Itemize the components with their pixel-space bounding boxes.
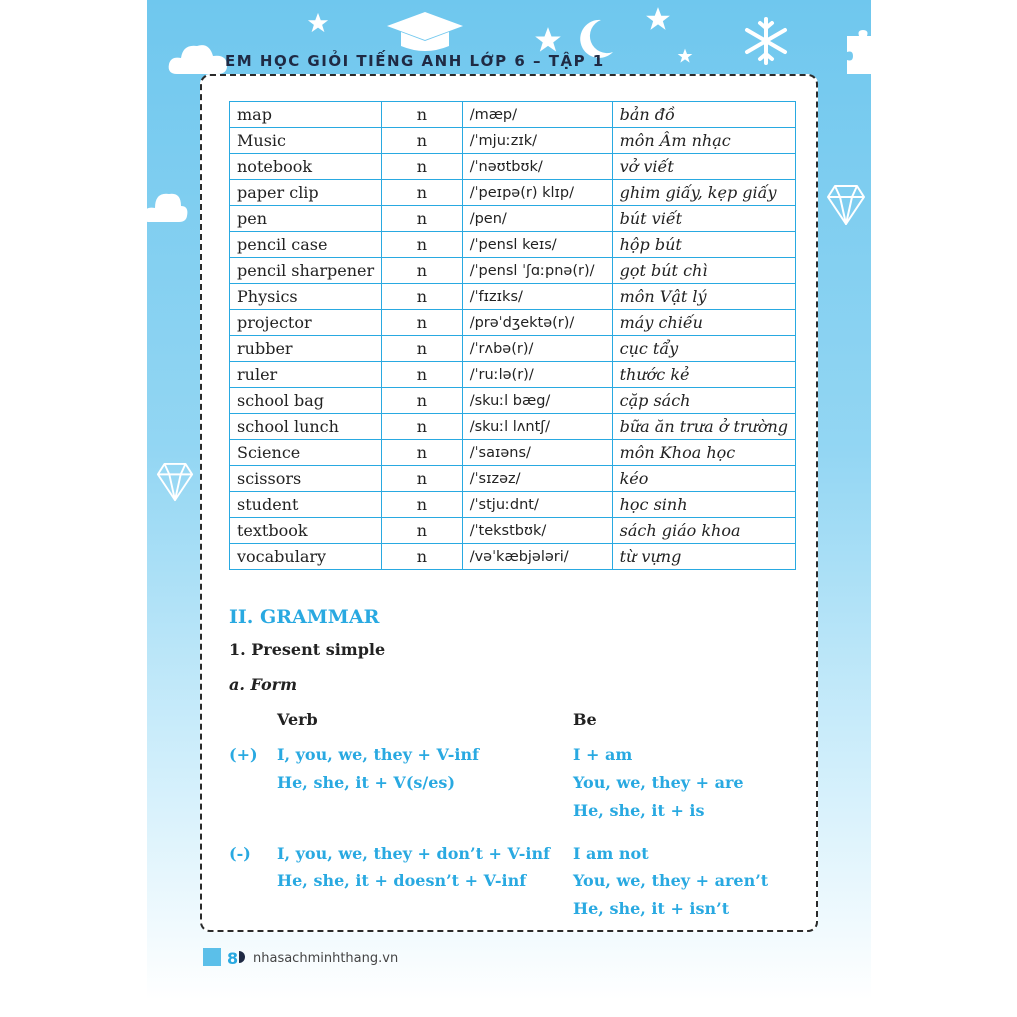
meaning-cell: bữa ăn trưa ở trường (612, 414, 795, 440)
word-cell: school lunch (230, 414, 382, 440)
diamond-icon (827, 184, 865, 226)
word-cell: school bag (230, 388, 382, 414)
meaning-cell: cặp sách (612, 388, 795, 414)
positive-verb-rule: I, you, we, they + V-inf (277, 745, 479, 764)
negative-verb-rule: I, you, we, they + don’t + V-inf (277, 844, 550, 863)
table-row (230, 388, 796, 414)
verb-column-header: Verb (277, 710, 318, 729)
table-row (230, 466, 796, 492)
page-number: 8 (227, 949, 239, 968)
table-row (230, 518, 796, 544)
pronunciation-cell: /ˈrʌbə(r)/ (462, 336, 612, 362)
form-label: a. Form (229, 675, 298, 694)
page-number-marker (203, 948, 221, 966)
table-row (230, 440, 796, 466)
part-of-speech-cell: n (382, 466, 463, 492)
meaning-cell: từ vựng (612, 544, 795, 570)
part-of-speech-cell: n (382, 258, 463, 284)
pronunciation-cell: /mæp/ (462, 102, 612, 128)
meaning-cell: bút viết (612, 206, 795, 232)
word-cell: rubber (230, 336, 382, 362)
positive-be-rule: You, we, they + are (573, 773, 744, 792)
pronunciation-cell: /ˈnəʊtbʊk/ (462, 154, 612, 180)
part-of-speech-cell: n (382, 440, 463, 466)
book-page (147, 0, 871, 1017)
meaning-cell: gọt bút chì (612, 258, 795, 284)
star-icon (645, 6, 671, 32)
word-cell: Science (230, 440, 382, 466)
table-row (230, 362, 796, 388)
pronunciation-cell: /ˈruːlə(r)/ (462, 362, 612, 388)
pronunciation-cell: /ˈstjuːdnt/ (462, 492, 612, 518)
table-row (230, 206, 796, 232)
word-cell: pen (230, 206, 382, 232)
part-of-speech-cell: n (382, 206, 463, 232)
pronunciation-cell: /ˈmjuːzɪk/ (462, 128, 612, 154)
negative-sign: (-) (229, 844, 251, 863)
content-card (200, 74, 818, 932)
present-simple-heading: 1. Present simple (229, 640, 386, 659)
table-row (230, 102, 796, 128)
word-cell: Music (230, 128, 382, 154)
positive-verb-rule: He, she, it + V(s/es) (277, 773, 456, 792)
meaning-cell: hộp bút (612, 232, 795, 258)
meaning-cell: học sinh (612, 492, 795, 518)
table-row (230, 180, 796, 206)
pronunciation-cell: /ˈpeɪpə(r) klɪp/ (462, 180, 612, 206)
table-row (230, 284, 796, 310)
meaning-cell: sách giáo khoa (612, 518, 795, 544)
word-cell: pencil case (230, 232, 382, 258)
graduation-cap-icon (385, 10, 465, 54)
publisher-website: nhasachminhthang.vn (253, 951, 399, 966)
table-row (230, 154, 796, 180)
part-of-speech-cell: n (382, 154, 463, 180)
part-of-speech-cell: n (382, 414, 463, 440)
word-cell: projector (230, 310, 382, 336)
part-of-speech-cell: n (382, 492, 463, 518)
meaning-cell: môn Khoa học (612, 440, 795, 466)
table-row (230, 232, 796, 258)
snowflake-icon (741, 16, 791, 66)
table-row (230, 544, 796, 570)
pronunciation-cell: /pen/ (462, 206, 612, 232)
diamond-icon (155, 462, 195, 502)
page-number-tab-icon (239, 951, 245, 963)
puzzle-icon (845, 30, 871, 74)
positive-be-rule: He, she, it + is (573, 801, 705, 820)
positive-be-rule: I + am (573, 745, 633, 764)
star-icon (677, 48, 693, 64)
pronunciation-cell: /skuːl bæg/ (462, 388, 612, 414)
part-of-speech-cell: n (382, 336, 463, 362)
word-cell: textbook (230, 518, 382, 544)
word-cell: ruler (230, 362, 382, 388)
part-of-speech-cell: n (382, 102, 463, 128)
cloud-icon (167, 40, 229, 76)
part-of-speech-cell: n (382, 518, 463, 544)
pronunciation-cell: /ˈpensl ˈʃɑːpnə(r)/ (462, 258, 612, 284)
cloud-icon (147, 184, 189, 224)
word-cell: paper clip (230, 180, 382, 206)
word-cell: vocabulary (230, 544, 382, 570)
meaning-cell: môn Vật lý (612, 284, 795, 310)
part-of-speech-cell: n (382, 388, 463, 414)
word-cell: map (230, 102, 382, 128)
part-of-speech-cell: n (382, 232, 463, 258)
negative-verb-rule: He, she, it + doesn’t + V-inf (277, 871, 527, 890)
star-icon (534, 26, 562, 54)
part-of-speech-cell: n (382, 284, 463, 310)
part-of-speech-cell: n (382, 544, 463, 570)
meaning-cell: cục tẩy (612, 336, 795, 362)
table-row (230, 128, 796, 154)
part-of-speech-cell: n (382, 310, 463, 336)
pronunciation-cell: /prəˈdʒektə(r)/ (462, 310, 612, 336)
table-row (230, 414, 796, 440)
meaning-cell: môn Âm nhạc (612, 128, 795, 154)
word-cell: Physics (230, 284, 382, 310)
word-cell: pencil sharpener (230, 258, 382, 284)
pronunciation-cell: /ˈsɪzəz/ (462, 466, 612, 492)
positive-sign: (+) (229, 745, 258, 764)
meaning-cell: kéo (612, 466, 795, 492)
pronunciation-cell: /vəˈkæbjələri/ (462, 544, 612, 570)
part-of-speech-cell: n (382, 362, 463, 388)
part-of-speech-cell: n (382, 128, 463, 154)
part-of-speech-cell: n (382, 180, 463, 206)
table-row (230, 336, 796, 362)
table-row (230, 492, 796, 518)
star-icon (307, 12, 329, 34)
table-row (230, 258, 796, 284)
be-column-header: Be (573, 710, 597, 729)
table-row (230, 310, 796, 336)
meaning-cell: ghim giấy, kẹp giấy (612, 180, 795, 206)
book-title: EM HỌC GIỎI TIẾNG ANH LỚP 6 – TẬP 1 (225, 52, 605, 70)
pronunciation-cell: /ˈtekstbʊk/ (462, 518, 612, 544)
vocabulary-table (229, 101, 796, 570)
meaning-cell: thước kẻ (612, 362, 795, 388)
pronunciation-cell: /ˈfɪzɪks/ (462, 284, 612, 310)
pronunciation-cell: /ˈsaɪəns/ (462, 440, 612, 466)
word-cell: notebook (230, 154, 382, 180)
meaning-cell: bản đồ (612, 102, 795, 128)
pronunciation-cell: /ˈpensl keɪs/ (462, 232, 612, 258)
negative-be-rule: He, she, it + isn’t (573, 899, 730, 918)
negative-be-rule: I am not (573, 844, 649, 863)
negative-be-rule: You, we, they + aren’t (573, 871, 769, 890)
meaning-cell: vở viết (612, 154, 795, 180)
grammar-heading: II. GRAMMAR (229, 606, 380, 628)
pronunciation-cell: /skuːl lʌntʃ/ (462, 414, 612, 440)
word-cell: scissors (230, 466, 382, 492)
meaning-cell: máy chiếu (612, 310, 795, 336)
word-cell: student (230, 492, 382, 518)
